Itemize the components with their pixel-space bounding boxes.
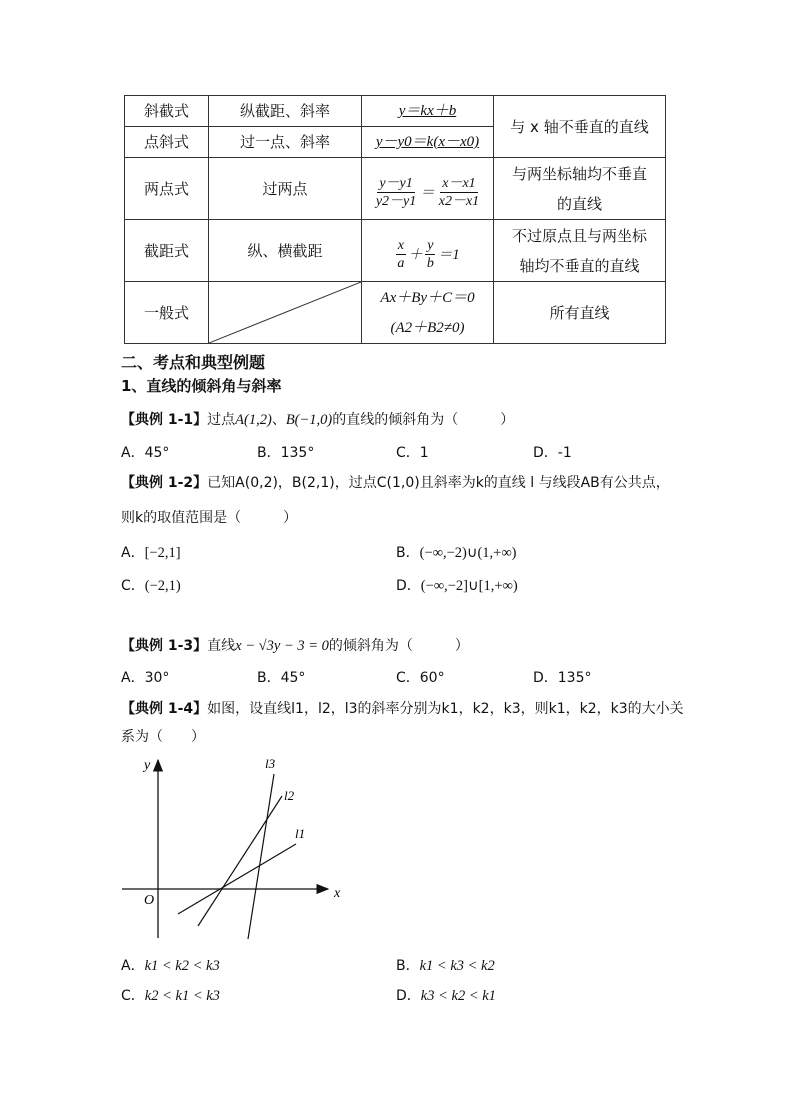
origin-label: O: [144, 893, 155, 908]
table-row: [125, 220, 666, 282]
form-scope: 与两坐标轴均不垂直 的直线: [494, 158, 666, 220]
form-name: 一般式: [125, 282, 209, 344]
option-a[interactable]: A．45°: [121, 445, 170, 461]
form-formula: $\frac{y-y1}{y2-y1}$ ＝ $\frac{x-x1}{x2-x1}$: [362, 158, 494, 220]
example-1-1-stem: 【典例 1-1】过点A(1,2)、B(−1,0)的直线的倾斜角为（ ）: [121, 412, 515, 428]
x-axis-label: x: [334, 886, 341, 901]
form-scope: 与 x 轴不垂直的直线: [494, 96, 666, 158]
line-l3: [248, 774, 274, 939]
line-l2: [198, 796, 282, 926]
option-c[interactable]: C．(−2,1): [121, 578, 181, 594]
option-b[interactable]: B．k1 < k3 < k2: [396, 958, 495, 974]
option-a[interactable]: A．k1 < k2 < k3: [121, 958, 220, 974]
table-row: [125, 282, 666, 344]
option-a[interactable]: A．30°: [121, 670, 170, 686]
form-name: 斜截式: [125, 96, 209, 127]
form-formula: y＝kx＋b: [362, 96, 494, 127]
option-c[interactable]: C．k2 < k1 < k3: [121, 988, 220, 1004]
example-1-3-stem: 【典例 1-3】直线x − √3y − 3 = 0的倾斜角为（ ）: [121, 638, 469, 654]
subsection-title: 1、直线的倾斜角与斜率: [121, 377, 282, 395]
form-condition: 纵截距、斜率: [209, 96, 362, 127]
fraction: $\frac{y}{b}$: [426, 238, 434, 271]
line-l1: [178, 844, 296, 914]
section-title: 二、考点和典型例题: [121, 353, 266, 372]
option-c[interactable]: C．1: [396, 445, 429, 461]
three-lines-figure: [118, 752, 348, 942]
example-1-2-stem: 【典例 1-2】已知A(0,2)，B(2,1)，过点C(1,0)且斜率为k的直线 l 与线段AB有公共点，: [121, 475, 670, 491]
example-1-4-stem: 【典例 1-4】如图，设直线l1，l2，l3的斜率分别为k1，k2，k3，则k1，k2，k3的大小关: [121, 701, 684, 717]
fraction: $\frac{x-x1}{x2-x1}$: [438, 176, 480, 209]
option-b[interactable]: B．(−∞,−2)∪(1,+∞): [396, 545, 517, 561]
fraction: $\frac{x}{a}$: [397, 238, 405, 271]
empty-diagonal-cell: [209, 282, 362, 344]
form-name: 截距式: [125, 220, 209, 282]
fraction: $\frac{y-y1}{y2-y1}$: [375, 176, 417, 209]
example-1-4-stem-cont: 系为（ ）: [121, 729, 205, 745]
form-scope: 不过原点且与两坐标 轴均不垂直的直线: [494, 220, 666, 282]
option-b[interactable]: B．135°: [257, 445, 315, 461]
form-formula: y－y0＝k(x－x0): [362, 127, 494, 158]
form-condition: 纵、横截距: [209, 220, 362, 282]
form-formula: Ax＋By＋C＝0 (A2＋B2≠0): [362, 282, 494, 344]
option-b[interactable]: B．45°: [257, 670, 306, 686]
diagonal-line: [209, 282, 361, 343]
option-d[interactable]: D．135°: [533, 670, 592, 686]
example-1-2-stem-cont: 则k的取值范围是（ ）: [121, 510, 298, 526]
form-name: 点斜式: [125, 127, 209, 158]
form-formula: $\frac{x}{a}$ ＋ $\frac{y}{b}$ ＝1: [362, 220, 494, 282]
form-name: 两点式: [125, 158, 209, 220]
l3-label: l3: [265, 756, 276, 771]
option-a[interactable]: A．[−2,1]: [121, 545, 181, 561]
option-d[interactable]: D．-1: [533, 445, 572, 461]
table-row: [125, 96, 666, 127]
option-d[interactable]: D．(−∞,−2]∪[1,+∞): [396, 578, 518, 594]
option-c[interactable]: C．60°: [396, 670, 445, 686]
form-condition: 过一点、斜率: [209, 127, 362, 158]
table-row: [125, 158, 666, 220]
l2-label: l2: [284, 788, 295, 803]
option-d[interactable]: D．k3 < k2 < k1: [396, 988, 496, 1004]
form-condition: 过两点: [209, 158, 362, 220]
form-scope: 所有直线: [494, 282, 666, 344]
y-axis-label: y: [144, 758, 151, 773]
l1-label: l1: [295, 826, 306, 841]
line-equation-forms-table: [124, 95, 666, 344]
